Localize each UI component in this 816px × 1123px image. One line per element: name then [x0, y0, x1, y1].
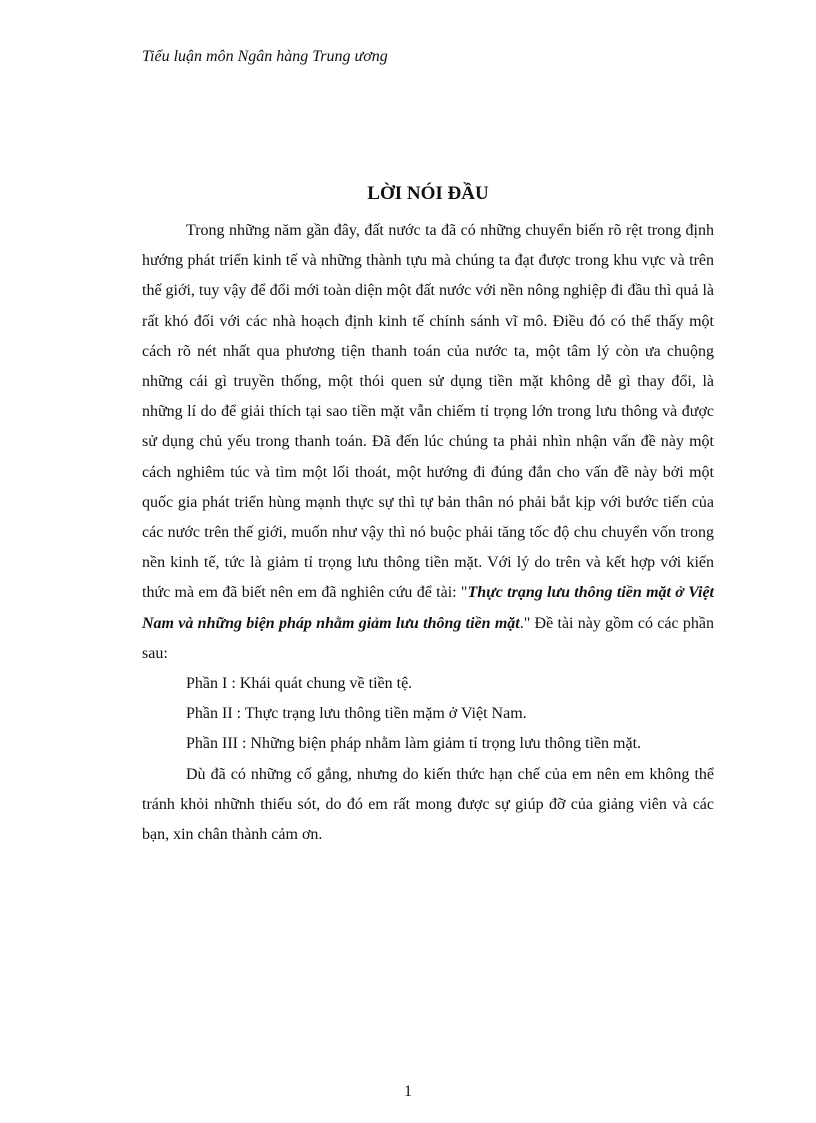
intro-text: Trong những năm gần đây, đất nước ta đã có những chuyển biến rõ rệt trong định hướng phát triển kinh tế và những thành tựu mà chúng ta đạt được trong khu vực và trên thế giới, tuy vậy để đổi mới toàn diện một đất nước với nền nông nghiệp đi đầu thì quả là rất khó đối với các nhà hoạch định kinh tế chính sánh vĩ mô. Điều đó có thể thấy một cách rõ nét nhất qua phương tiện thanh toán của nước ta, một tâm lý còn ưa chuộng những cái gì truyền thống, một thói quen sử dụng tiền mặt không dễ gì thay đổi, là những lí do để giải thích tại sao tiền mặt vẫn chiếm tỉ trọng lớn trong lưu thông và được sử dụng chủ yếu trong thanh toán. Đã đến lúc chúng ta phải nhìn nhận vấn đề này một cách nghiêm túc và tìm một lối thoát, một hướng đi đúng đắn cho vấn đề này bởi một quốc gia phát triển hùng mạnh thực sự thì tự bản thân nó phải bắt kịp với bước tiến của các nước trên thế giới, muốn như vậy thì nó buộc phải tăng tốc độ chu chuyển vốn trong nền kinh tế, tức là giảm tỉ trọng lưu thông tiền mặt. Với lý do trên và kết hợp với kiến thức mà em đã biết nên em đã nghiên cứu để tài: "	[142, 222, 714, 602]
section-item-3: Phần III : Những biện pháp nhằm làm giảm tỉ trọng lưu thông tiền mặt.	[186, 735, 642, 753]
intro-paragraph	[142, 216, 714, 669]
closing-paragraph: Dù đã có những cố gắng, nhưng do kiến thức hạn chế của em nên em không thể tránh khỏi nhữnh thiếu sót, do đó em rất mong được sự giúp đỡ của giảng viên và các bạn, xin chân thành cảm ơn.	[142, 765, 714, 844]
section-item-1: Phần I : Khái quát chung về tiền tệ.	[186, 675, 413, 693]
thesis-topic: Thực trạng lưu thông tiền mặt ở Việt Nam và những biện pháp nhằm giảm lưu thông tiền mặt	[142, 584, 715, 632]
section-item-2: Phần II : Thực trạng lưu thông tiền mặm ở Việt Nam.	[186, 705, 527, 723]
page-title: LỜI NÓI ĐẦU	[367, 183, 489, 204]
running-header: Tiểu luận môn Ngân hàng Trung ương	[142, 48, 388, 65]
page-number: 1	[404, 1083, 412, 1100]
document-body	[142, 216, 714, 850]
intro-text-end: ." Đề tài này gồm có các phần sau:	[142, 614, 715, 662]
